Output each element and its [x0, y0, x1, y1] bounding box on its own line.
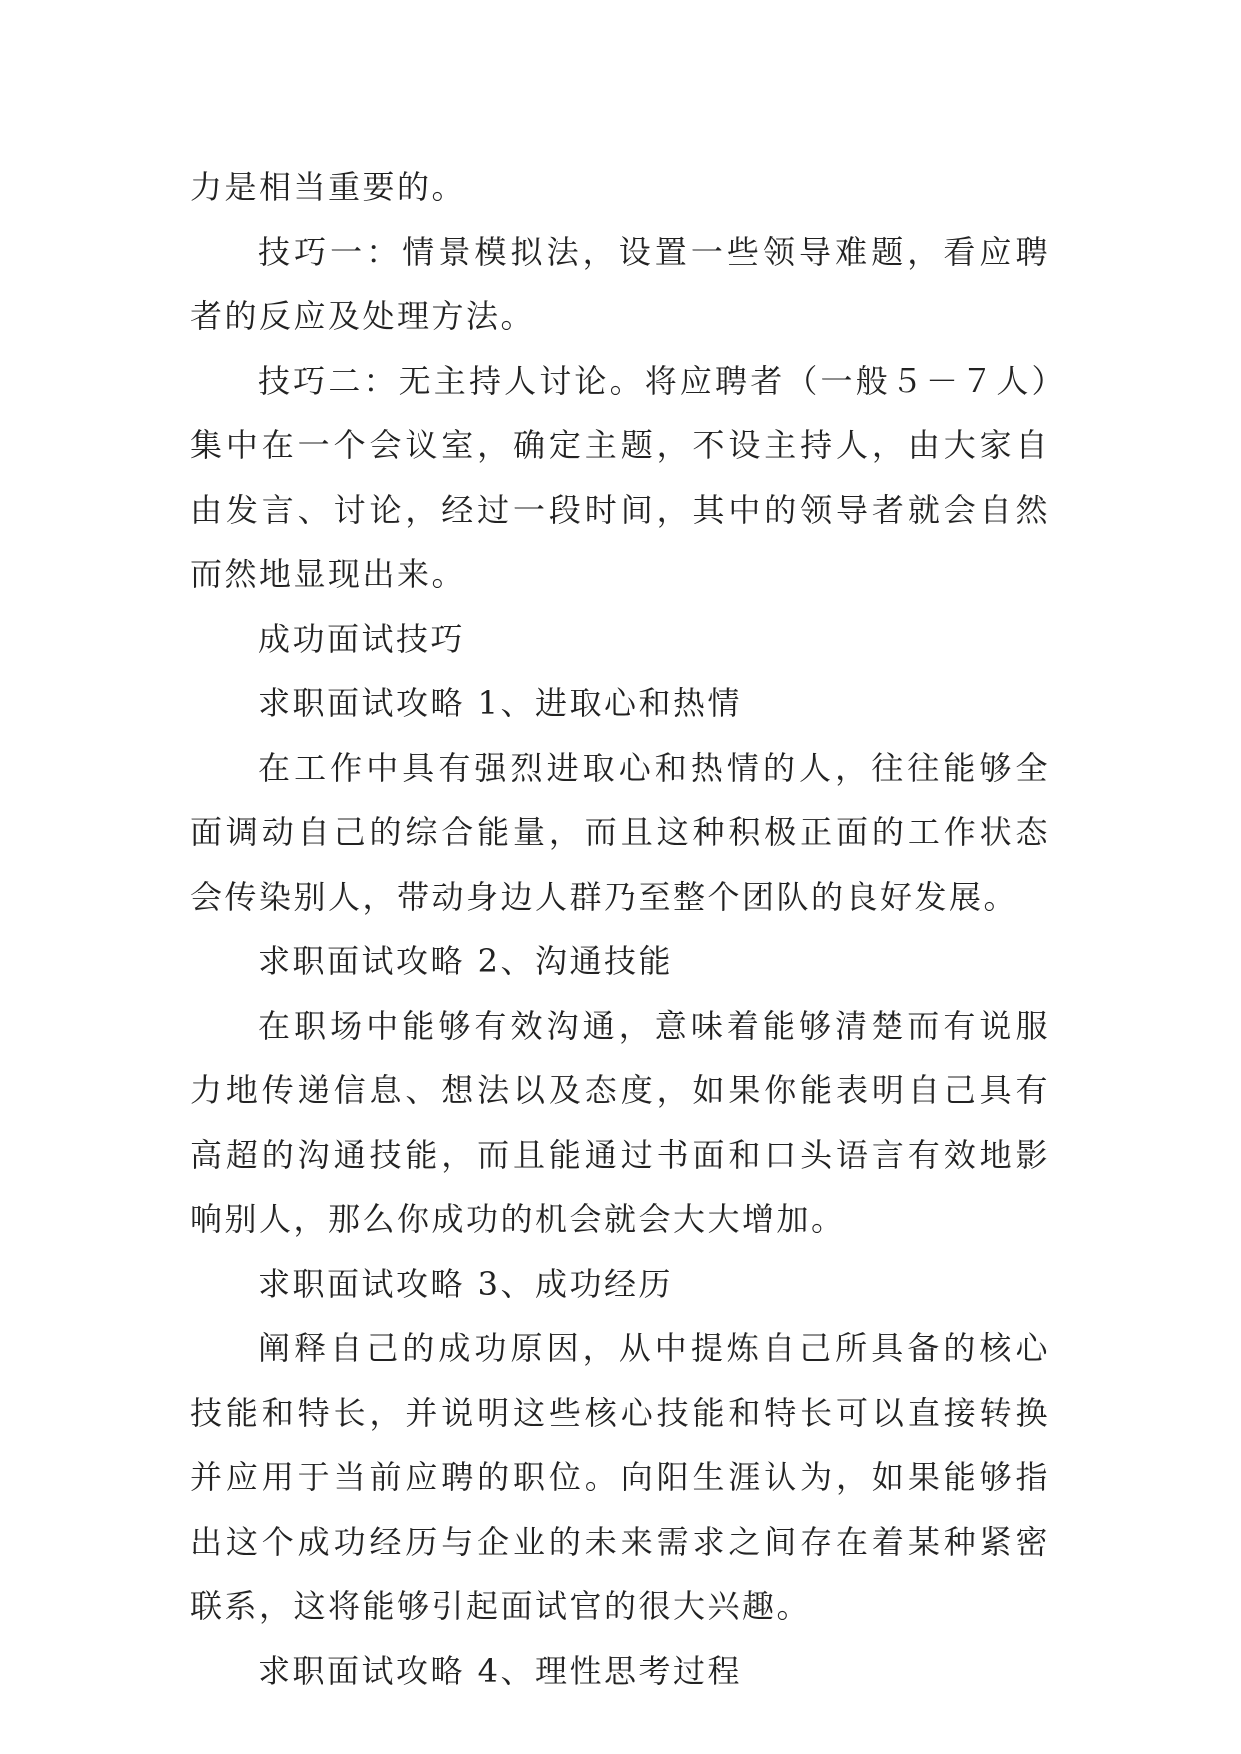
paragraph-strategy-2: 在职场中能够有效沟通，意味着能够清楚而有说服力地传递信息、想法以及态度，如果你能表明自己具有高超的沟通技能，而且能通过书面和口头语言有效地影响别人，那么你成功的机会就会大大增加。	[190, 1006, 1050, 1238]
subheading-strategy-4: 求职面试攻略 4、理性思考过程	[258, 1651, 743, 1690]
paragraph-strategy-1: 在工作中具有强烈进取心和热情的人，往往能够全面调动自己的综合能量，而且这种积极正面的工作状态会传染别人，带动身边人群乃至整个团队的良好发展。	[190, 748, 1050, 916]
subheading-strategy-3: 求职面试攻略 3、成功经历	[258, 1264, 674, 1303]
paragraph-strategy-3: 阐释自己的成功原因，从中提炼自己所具备的核心技能和特长，并说明这些核心技能和特长可以直接转换并应用于当前应聘的职位。向阳生涯认为，如果能够指出这个成功经历与企业的未来需求之间存在着某种紧密联系，这将能够引起面试官的很大兴趣。	[190, 1329, 1050, 1625]
subheading-strategy-1: 求职面试攻略 1、进取心和热情	[258, 684, 743, 722]
subheading-strategy-2: 求职面试攻略 2、沟通技能	[258, 942, 674, 980]
section-heading-success-tips: 成功面试技巧	[258, 619, 466, 658]
document-body	[190, 155, 1050, 1703]
paragraph-technique-one: 技巧一：情景模拟法，设置一些领导难题，看应聘者的反应及处理方法。	[190, 232, 1050, 335]
paragraph-technique-two: 技巧二：无主持人讨论。将应聘者（一般５－７人）集中在一个会议室，确定主题，不设主持人，由大家自由发言、讨论，经过一段时间，其中的领导者就会自然而然地显现出来。	[190, 361, 1050, 593]
paragraph-continuation: 力是相当重要的。	[190, 168, 467, 206]
